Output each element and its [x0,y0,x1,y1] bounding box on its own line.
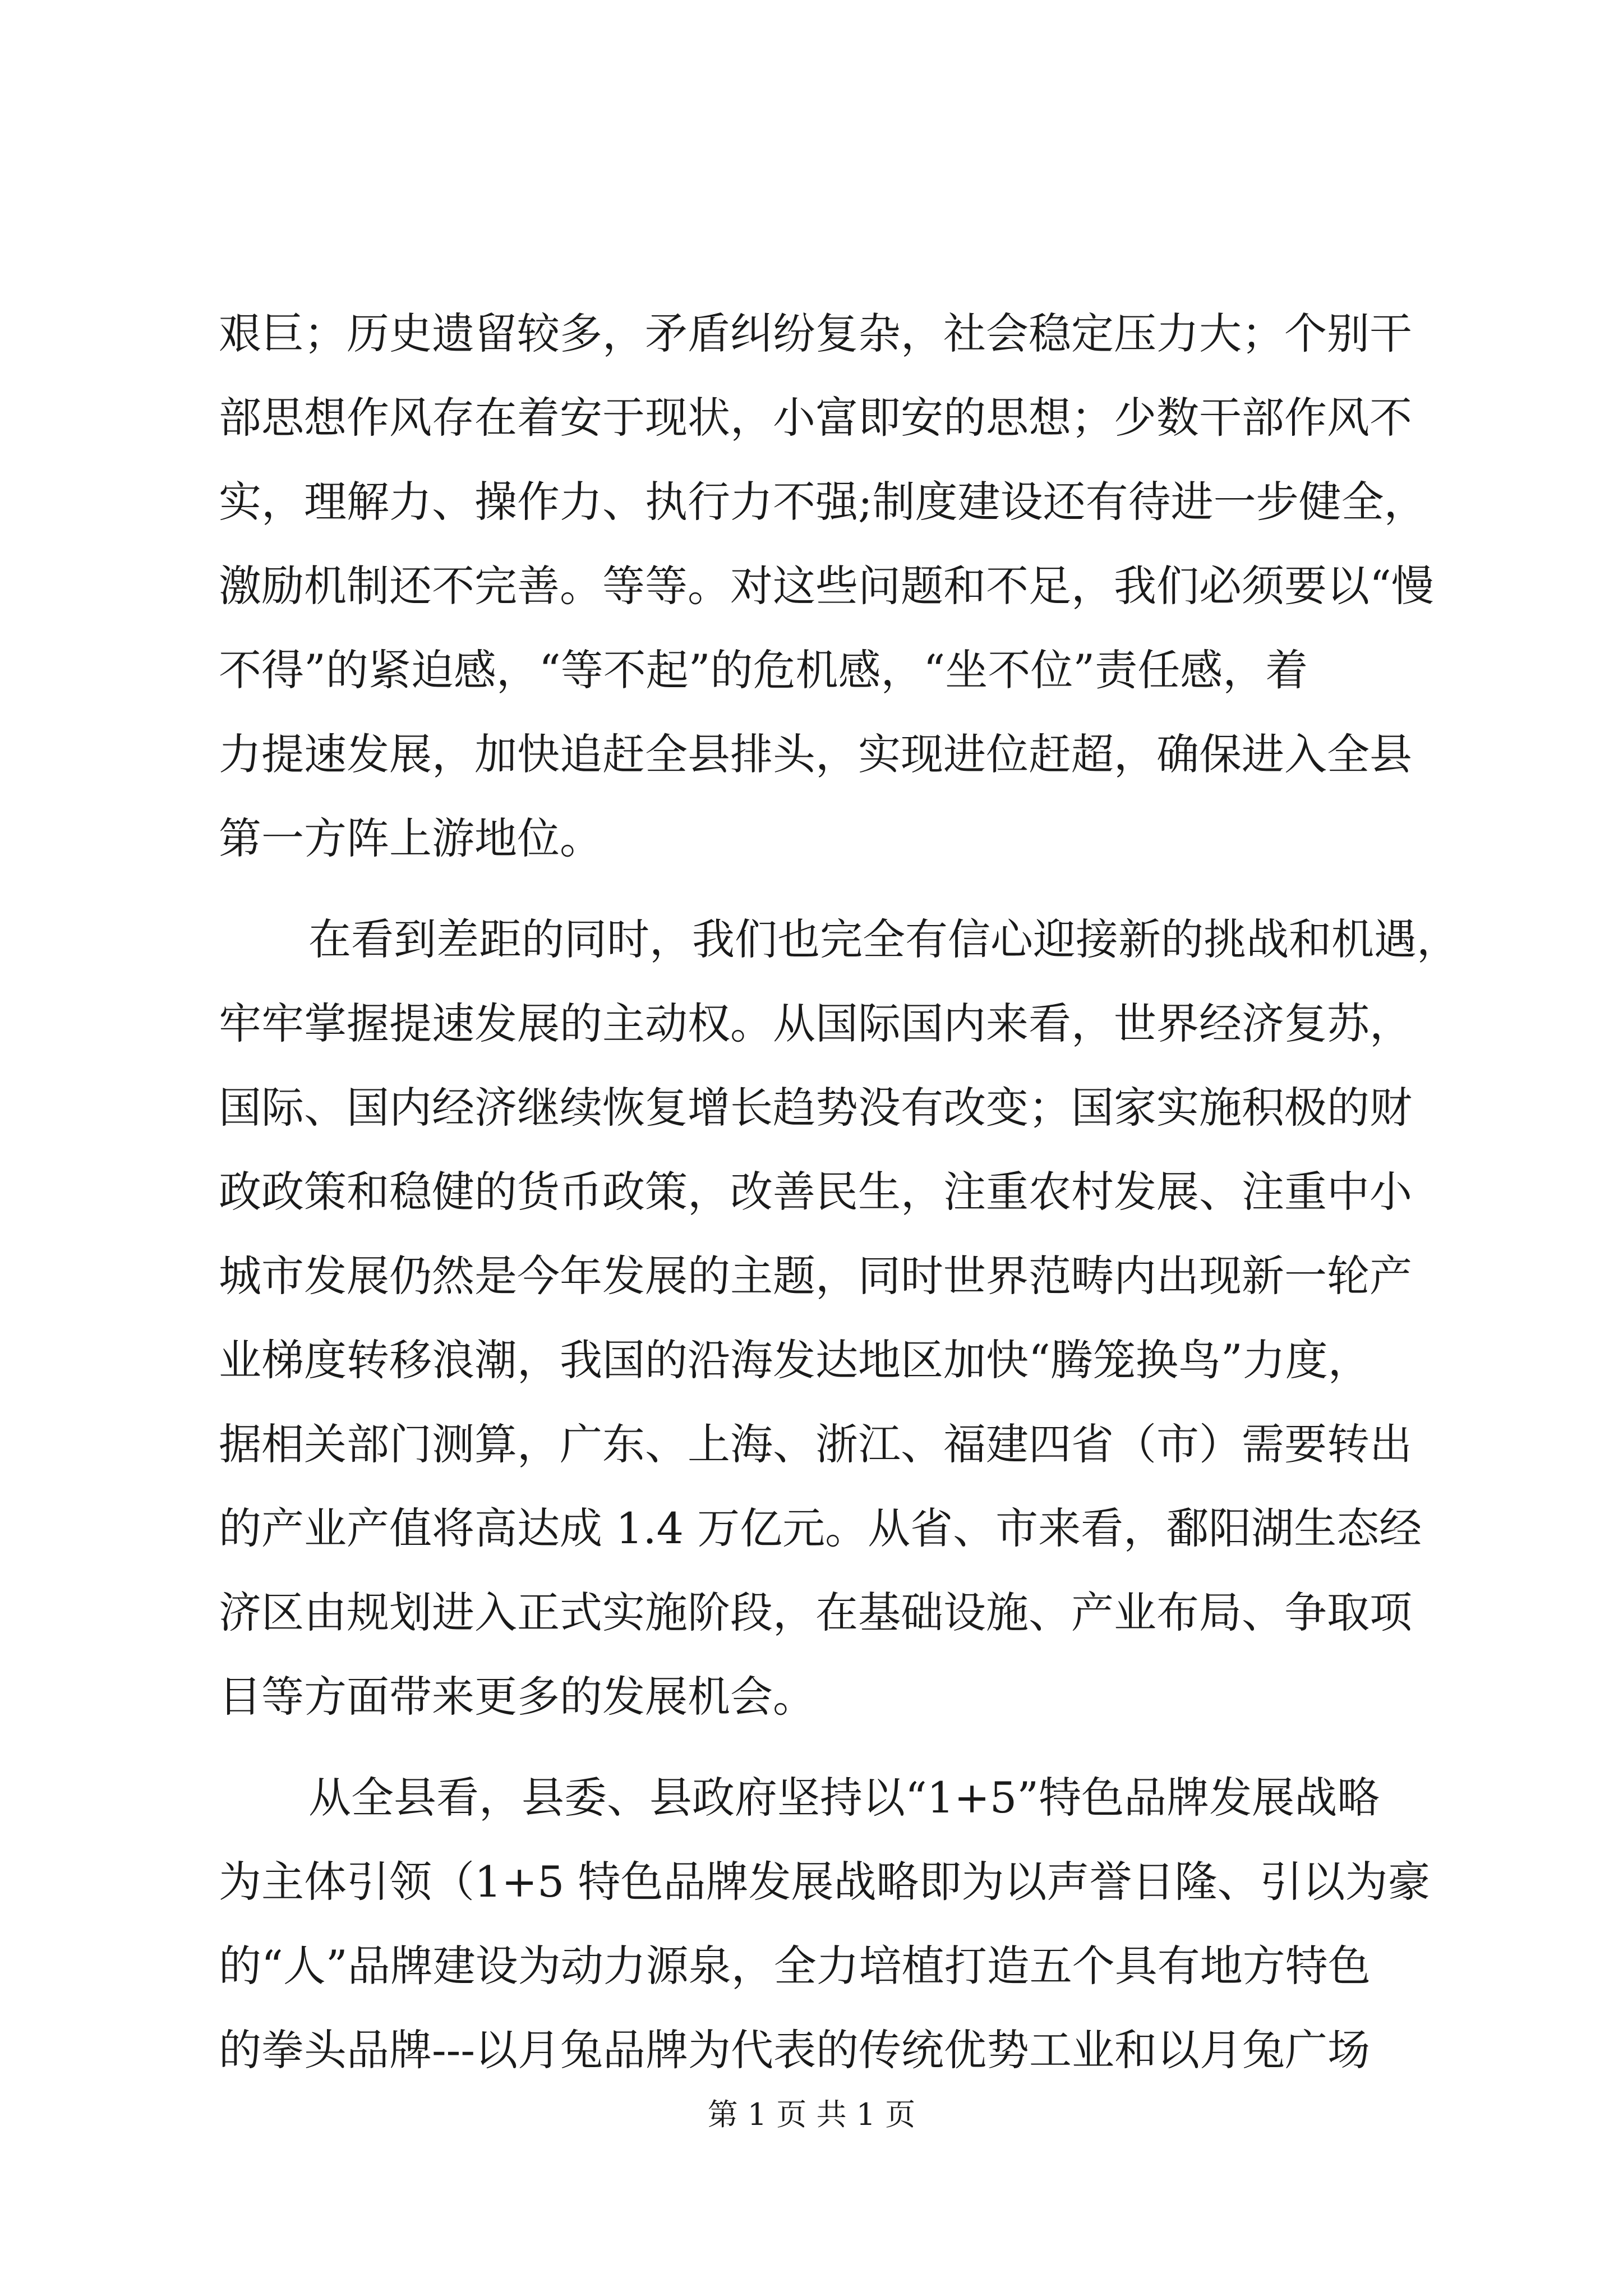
text-line: 力提速发展，加快追赶全县排头，实现进位赶超，确保进入全县 [219,729,1412,779]
text-line: 业梯度转移浪潮，我国的沿海发达地区加快“腾笼换鸟”力度， [219,1335,1371,1385]
text-line: 为主体引领（1+5 特色品牌发展战略即为以声誉日隆、引以为豪 [219,1857,1431,1907]
page-number-label: 第 1 页 共 1 页 [707,2097,916,2132]
text-line: 政政策和稳健的货币政策，改善民生，注重农村发展、注重中小 [219,1167,1412,1217]
text-line: 济区由规划进入正式实施阶段，在基础设施、产业布局、争取项 [219,1588,1412,1637]
text-line: 牢牢掌握提速发展的主动权。从国际国内来看，世界经济复苏， [219,999,1412,1048]
text-line: 城市发展仍然是今年发展的主题，同时世界范畴内出现新一轮产 [219,1251,1412,1301]
text-line: 激励机制还不完善。等等。对这些问题和不足，我们必须要以“慢 [219,561,1434,611]
text-line: 国际、国内经济继续恢复增长趋势没有改变；国家实施积极的财 [219,1083,1412,1133]
paragraph-spacer [219,1739,1481,1756]
text-line: 目等方面带来更多的发展机会。 [219,1672,815,1722]
page-footer [0,2095,1623,2134]
text-line: 艰巨；历史遗留较多，矛盾纠纷复杂，社会稳定压力大；个别干 [219,309,1412,358]
text-line: 在看到差距的同时，我们也完全有信心迎接新的挑战和机遇， [308,914,1459,964]
document-body [219,292,1481,2092]
text-line: 的产业产值将高达成 1.4 万亿元。从省、市来看，鄱阳湖生态经 [219,1503,1422,1553]
text-line: 第一方阵上游地位。 [219,813,602,863]
text-line: 据相关部门测算，广东、上海、浙江、福建四省（市）需要转出 [219,1419,1412,1469]
text-line: 不得”的紧迫感，“等不起”的危机感，“坐不位”责任感，着 [219,645,1308,695]
text-line: 实，理解力、操作力、执行力不强;制度建设还有待进一步健全， [219,477,1427,527]
text-line: 的“人”品牌建设为动力源泉，全力培植打造五个具有地方特色 [219,1941,1371,1991]
paragraph-spacer [219,881,1481,898]
paragraph-3 [219,1756,1481,2092]
paragraph-2 [219,898,1481,1739]
paragraph-1 [219,292,1481,881]
text-line: 的拳头品牌---以月兔品牌为代表的传统优势工业和以月兔广场 [219,2025,1371,2075]
text-line: 部思想作风存在着安于现状，小富即安的思想；少数干部作风不 [219,393,1412,443]
text-line: 从全县看，县委、县政府坚持以“1+5”特色品牌发展战略 [308,1773,1380,1823]
